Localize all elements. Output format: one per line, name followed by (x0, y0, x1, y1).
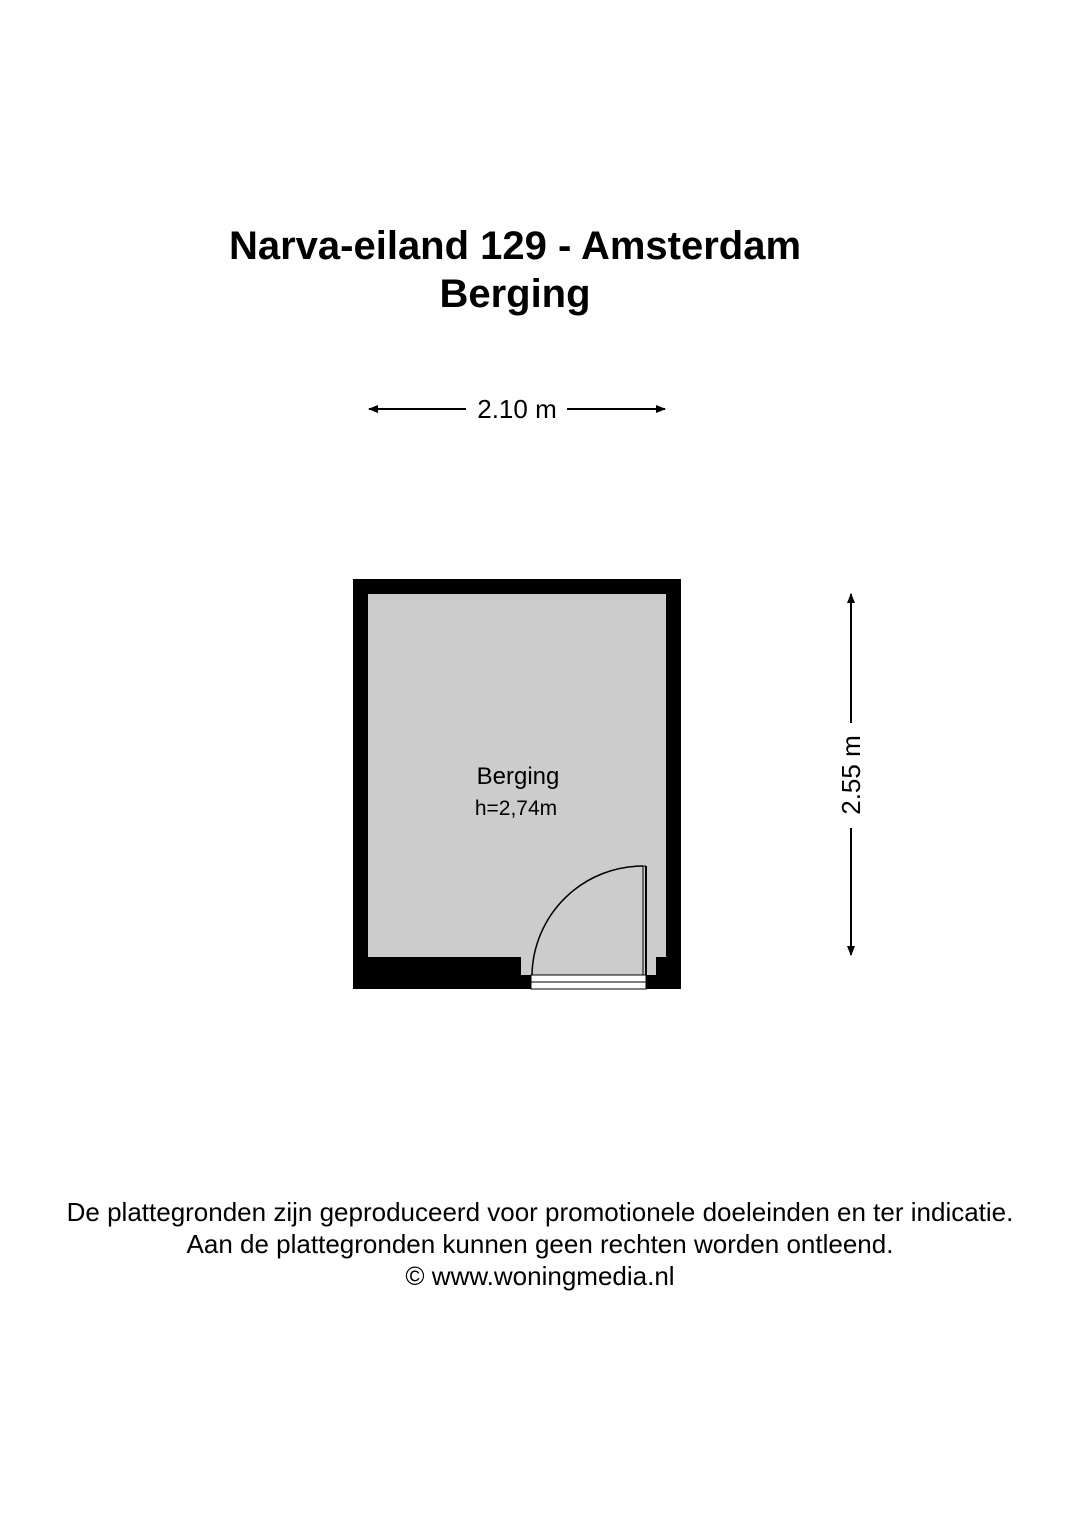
width-dimension-label: 2.10 m (477, 394, 557, 424)
plan-floor-title: Berging (439, 272, 591, 316)
depth-dimension (836, 594, 866, 955)
wall-step (513, 957, 521, 975)
copyright-line: © www.woningmedia.nl (405, 1261, 675, 1291)
room-name-label: Berging (476, 763, 560, 790)
plan-address-title: Narva-eiland 129 - Amsterdam (228, 224, 802, 268)
width-dimension (369, 394, 665, 424)
depth-dimension-label: 2.55 m (836, 735, 866, 815)
disclaimer-line-2: Aan de plattegronden kunnen geen rechten worden ontleend. (186, 1229, 894, 1259)
disclaimer-line-1: De plattegronden zijn geproduceerd voor promotionele doeleinden en ter indicatie. (66, 1197, 1014, 1227)
room-height-label: h=2,74m (474, 797, 558, 820)
wall-stub (521, 975, 531, 989)
wall-stub-right (646, 975, 656, 989)
disclaimer (0, 1196, 1080, 1292)
